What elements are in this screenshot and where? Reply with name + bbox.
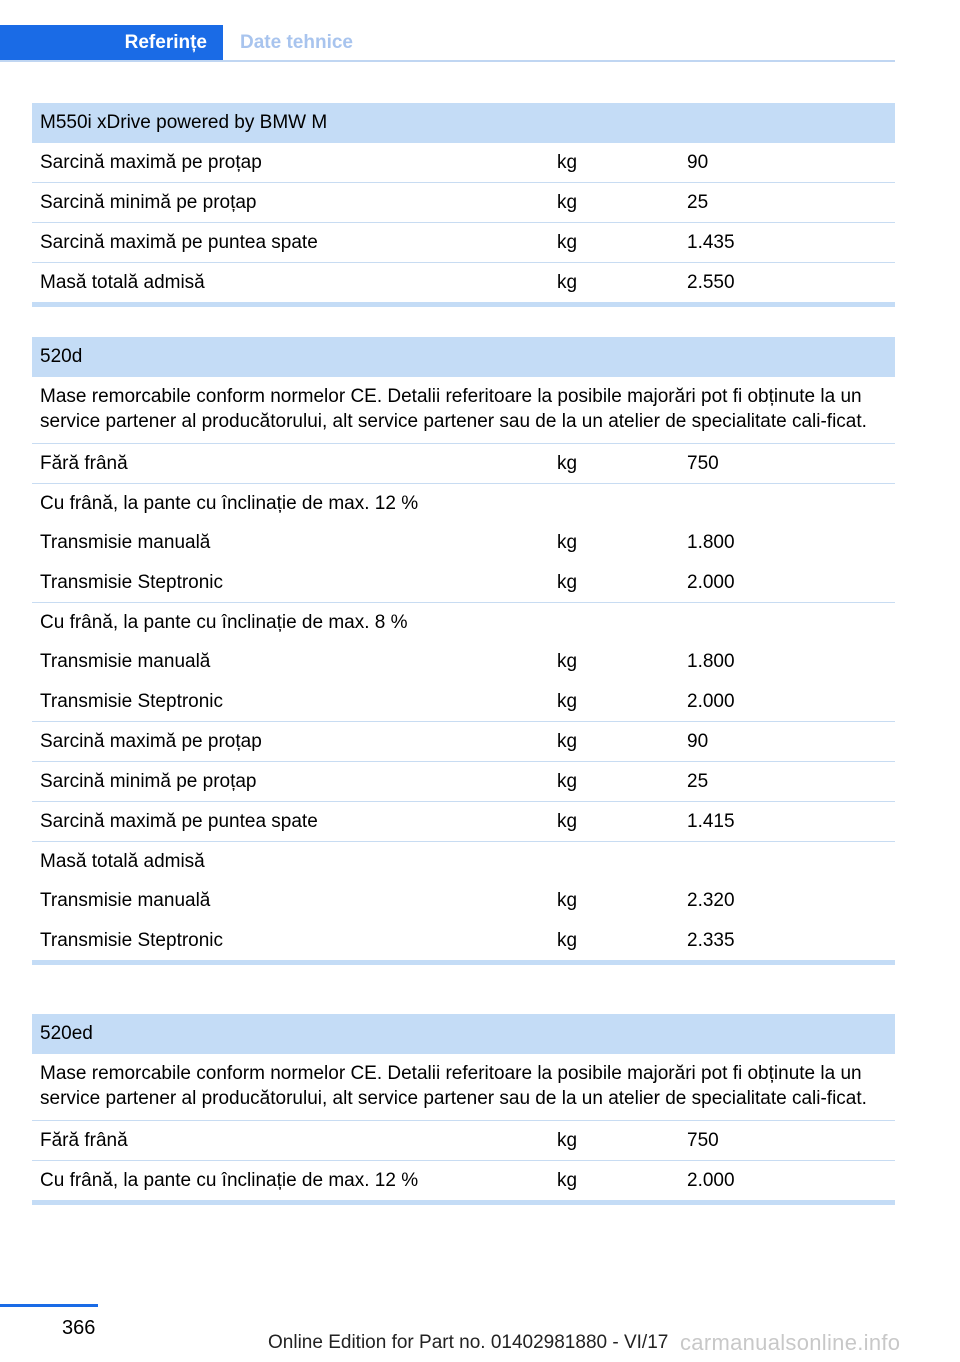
table-row xyxy=(32,642,895,682)
group-label: Masă totală admisă xyxy=(40,850,205,872)
table-row xyxy=(32,183,895,223)
row-label: Sarcină minimă pe proțap xyxy=(40,770,257,792)
group-label: Cu frână, la pante cu înclinație de max. 8 % xyxy=(40,611,408,633)
header-divider xyxy=(0,60,895,62)
table-end-bar xyxy=(32,302,895,307)
row-unit: kg xyxy=(557,271,578,293)
table-row xyxy=(32,143,895,183)
row-value: 2.335 xyxy=(687,929,735,951)
tab-referinte[interactable]: Referințe xyxy=(0,25,223,60)
row-label: Transmisie Steptronic xyxy=(40,929,224,951)
row-value: 1.435 xyxy=(687,231,735,253)
table-row xyxy=(32,802,895,842)
row-value: 2.550 xyxy=(687,271,735,293)
table-m550i xyxy=(32,103,895,307)
row-label: Transmisie Steptronic xyxy=(40,690,224,712)
row-label: Sarcină maximă pe puntea spate xyxy=(40,810,318,832)
row-label: Sarcină minimă pe proțap xyxy=(40,191,257,213)
table-note: Mase remorcabile conform normelor CE. Detalii referitoare la posibile majorări pot fi obținute la un service partener al producătorului, alt service partener sau de la un atelier de specialitate cali-ficat. xyxy=(32,377,895,444)
row-label: Transmisie Steptronic xyxy=(40,571,224,593)
footer-accent-line xyxy=(0,1304,98,1307)
row-unit: kg xyxy=(557,151,578,173)
table-title: 520d xyxy=(32,337,895,377)
group-header xyxy=(32,603,895,642)
row-label: Sarcină maximă pe proțap xyxy=(40,730,262,752)
row-unit: kg xyxy=(557,1169,578,1191)
table-row xyxy=(32,881,895,921)
row-unit: kg xyxy=(557,810,578,832)
table-row xyxy=(32,1121,895,1161)
row-label: Transmisie manuală xyxy=(40,532,211,553)
table-title: 520ed xyxy=(32,1014,895,1054)
page-number: 366 xyxy=(62,1317,96,1339)
table-row xyxy=(32,682,895,722)
row-label: Cu frână, la pante cu înclinație de max. 12 % xyxy=(40,1169,419,1191)
row-label: Sarcină maximă pe puntea spate xyxy=(40,231,318,253)
table-row xyxy=(32,563,895,603)
row-unit: kg xyxy=(557,770,578,792)
row-unit: kg xyxy=(557,651,578,672)
row-unit: kg xyxy=(557,690,578,712)
table-row xyxy=(32,722,895,762)
watermark: carmanualsonline.info xyxy=(680,1330,901,1355)
row-unit: kg xyxy=(557,890,578,911)
row-unit: kg xyxy=(557,452,578,474)
row-label: Transmisie manuală xyxy=(40,651,211,672)
edition-text: Online Edition for Part no. 01402981880 - VI/17 xyxy=(268,1332,669,1353)
table-end-bar xyxy=(32,960,895,965)
row-value: 1.415 xyxy=(687,810,735,832)
row-unit: kg xyxy=(557,929,578,951)
row-value: 90 xyxy=(687,151,709,173)
row-value: 25 xyxy=(687,770,709,792)
row-label: Transmisie manuală xyxy=(40,890,211,911)
table-end-bar xyxy=(32,1200,895,1205)
row-label: Fără frână xyxy=(40,452,128,474)
table-row xyxy=(32,762,895,802)
table-title: M550i xDrive powered by BMW M xyxy=(32,103,895,143)
group-header xyxy=(32,842,895,881)
top-nav xyxy=(0,25,895,63)
table-row xyxy=(32,223,895,263)
table-row xyxy=(32,1161,895,1201)
row-unit: kg xyxy=(557,231,578,253)
row-label: Fără frână xyxy=(40,1129,128,1151)
row-label: Masă totală admisă xyxy=(40,271,205,293)
row-value: 2.320 xyxy=(687,890,735,911)
table-row xyxy=(32,444,895,484)
row-value: 1.800 xyxy=(687,532,735,553)
row-value: 25 xyxy=(687,191,709,213)
row-label: Sarcină maximă pe proțap xyxy=(40,151,262,173)
row-value: 90 xyxy=(687,730,709,752)
row-value: 2.000 xyxy=(687,690,735,712)
row-value: 750 xyxy=(687,452,719,474)
group-header xyxy=(32,484,895,523)
row-value: 1.800 xyxy=(687,651,735,672)
table-note: Mase remorcabile conform normelor CE. Detalii referitoare la posibile majorări pot fi obținute la un service partener al producătorului, alt service partener sau de la un atelier de specialitate cali-ficat. xyxy=(32,1054,895,1121)
row-unit: kg xyxy=(557,1129,578,1151)
row-value: 2.000 xyxy=(687,1169,735,1191)
table-520ed xyxy=(32,1014,895,1205)
table-row xyxy=(32,263,895,303)
table-row xyxy=(32,523,895,563)
row-value: 2.000 xyxy=(687,571,735,593)
tab-date-tehnice[interactable]: Date tehnice xyxy=(240,31,353,53)
row-unit: kg xyxy=(557,571,578,593)
row-unit: kg xyxy=(557,532,578,553)
row-unit: kg xyxy=(557,730,578,752)
table-row xyxy=(32,921,895,961)
row-unit: kg xyxy=(557,191,578,213)
table-520d xyxy=(32,337,895,965)
group-label: Cu frână, la pante cu înclinație de max. 12 % xyxy=(40,492,419,514)
row-value: 750 xyxy=(687,1129,719,1151)
